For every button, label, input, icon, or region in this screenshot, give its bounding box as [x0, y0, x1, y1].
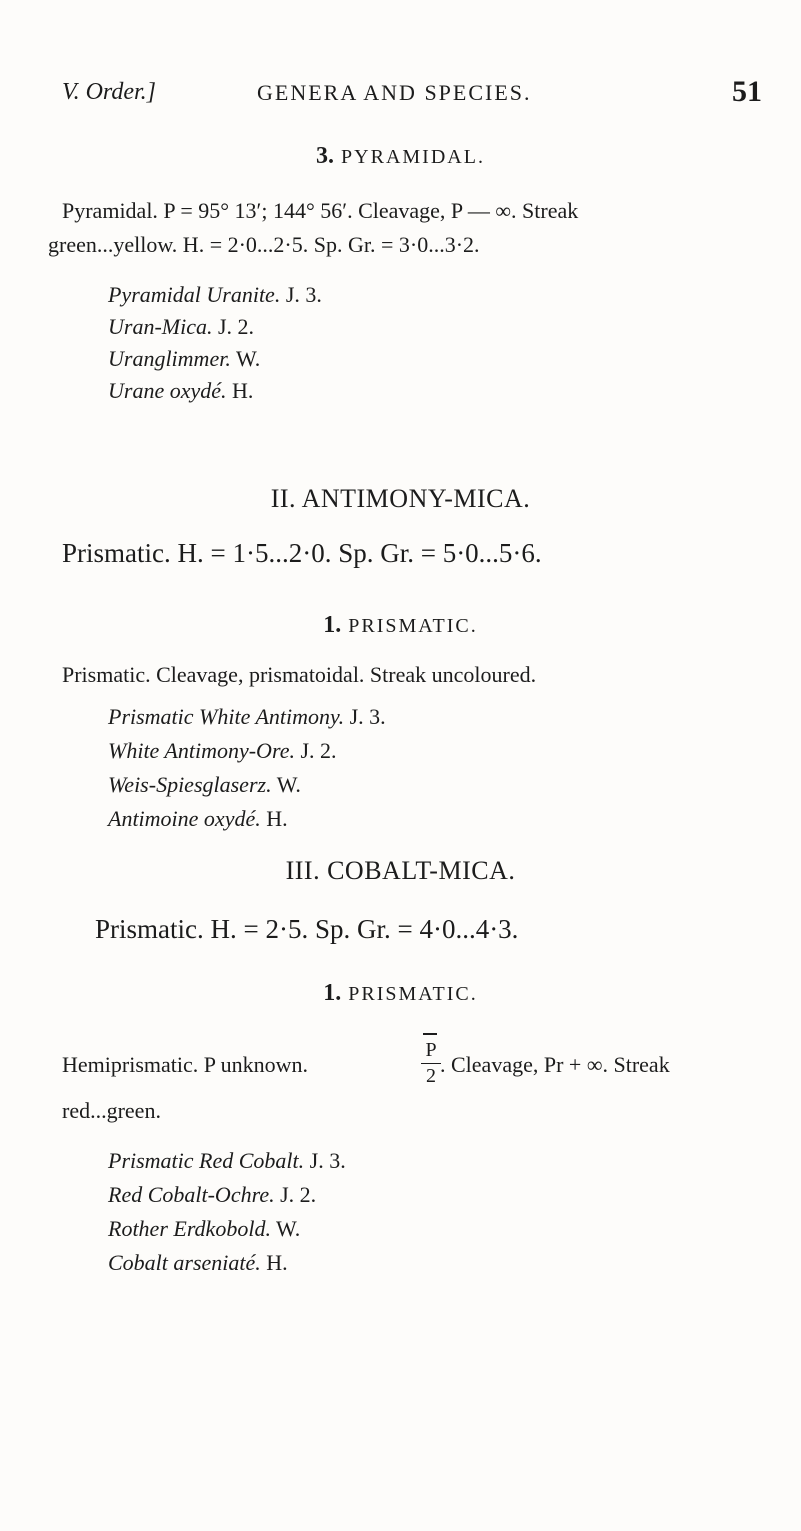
antimony-subheading-text: PRISMATIC.	[348, 615, 478, 637]
fraction-numerator: P	[425, 1039, 437, 1061]
synonym-line	[108, 1250, 288, 1276]
pyramidal-char-line1: Pyramidal. P = 95° 13′; 144° 56′. Cleavage, P — ∞. Streak	[62, 198, 579, 223]
cobalt-description-line2: red...green.	[62, 1098, 161, 1123]
antimony-description: Prismatic. Cleavage, prismatoidal. Streak uncoloured.	[62, 662, 537, 687]
synonym-name: Uran-Mica.	[108, 314, 213, 339]
cobalt-description-part2: . Cleavage, Pr + ∞. Streak	[440, 1052, 670, 1077]
synonym-name: Weis-Spiesglaserz.	[108, 772, 272, 797]
synonym-name: Rother Erdkobold.	[108, 1216, 271, 1241]
synonym-line	[108, 378, 253, 404]
cobalt-subheading	[0, 980, 801, 1007]
synonym-ref: J. 2.	[217, 314, 255, 339]
synonym-line	[108, 314, 254, 340]
synonym-ref: W.	[276, 772, 301, 797]
synonym-ref: H.	[266, 806, 288, 831]
synonym-line	[108, 1182, 316, 1208]
synonym-ref: H.	[266, 1250, 288, 1275]
antimony-mica-char-line: Prismatic. H. = 1·5...2·0. Sp. Gr. = 5·0...5·6.	[62, 538, 542, 568]
cobalt-mica-char-line: Prismatic. H. = 2·5. Sp. Gr. = 4·0...4·3.	[95, 914, 519, 944]
synonym-name: Prismatic White Antimony.	[108, 704, 345, 729]
synonym-name: Antimoine oxydé.	[108, 806, 261, 831]
synonym-ref: J. 3.	[285, 282, 322, 307]
synonym-name: Urane oxydé.	[108, 378, 227, 403]
synonym-ref: H.	[232, 378, 254, 403]
synonym-ref: J. 3.	[349, 704, 386, 729]
synonym-line	[108, 346, 260, 372]
synonym-line	[108, 806, 288, 832]
synonym-ref: J. 3.	[309, 1148, 346, 1173]
synonym-name: Prismatic Red Cobalt.	[108, 1148, 305, 1173]
fraction-denominator: 2	[426, 1065, 436, 1087]
cobalt-subheading-number: 1.	[323, 980, 342, 1006]
cobalt-subheading-text: PRISMATIC.	[348, 983, 478, 1005]
running-header	[62, 75, 762, 115]
synonym-line	[108, 738, 337, 764]
synonym-name: Pyramidal Uranite.	[108, 282, 281, 307]
synonym-ref: J. 2.	[280, 1182, 317, 1207]
synonym-ref: W.	[235, 346, 261, 371]
antimony-subheading	[0, 612, 801, 639]
cobalt-mica-heading: III. COBALT-MICA.	[285, 856, 516, 885]
synonym-line	[108, 1148, 346, 1174]
synonym-name: White Antimony-Ore.	[108, 738, 295, 763]
synonym-line	[108, 772, 301, 798]
synonym-ref: J. 2.	[300, 738, 337, 763]
antimony-subheading-number: 1.	[323, 612, 342, 638]
synonym-line	[108, 282, 322, 308]
synonym-name: Uranglimmer.	[108, 346, 231, 371]
synonym-line	[108, 1216, 300, 1242]
antimony-mica-heading: II. ANTIMONY-MICA.	[270, 484, 531, 513]
pyramidal-heading	[0, 143, 801, 170]
overline-mark	[423, 1033, 437, 1035]
synonym-name: Red Cobalt-Ochre.	[108, 1182, 275, 1207]
cobalt-description-part1: Hemiprismatic. P unknown.	[62, 1052, 309, 1077]
pyramidal-char-line2: green...yellow. H. = 2·0...2·5. Sp. Gr. = 3·0...3·2.	[48, 232, 480, 257]
page-number: 51	[732, 75, 762, 108]
synonym-name: Cobalt arseniaté.	[108, 1250, 261, 1275]
fraction-bar	[421, 1063, 441, 1064]
synonym-line	[108, 704, 386, 730]
fraction	[421, 1039, 441, 1088]
synonym-ref: W.	[276, 1216, 301, 1241]
pyramidal-heading-number: 3.	[316, 143, 335, 169]
header-title: GENERA AND SPECIES.	[257, 80, 532, 105]
header-section-label: V. Order.]	[62, 79, 157, 105]
pyramidal-heading-text: PYRAMIDAL.	[341, 146, 485, 168]
